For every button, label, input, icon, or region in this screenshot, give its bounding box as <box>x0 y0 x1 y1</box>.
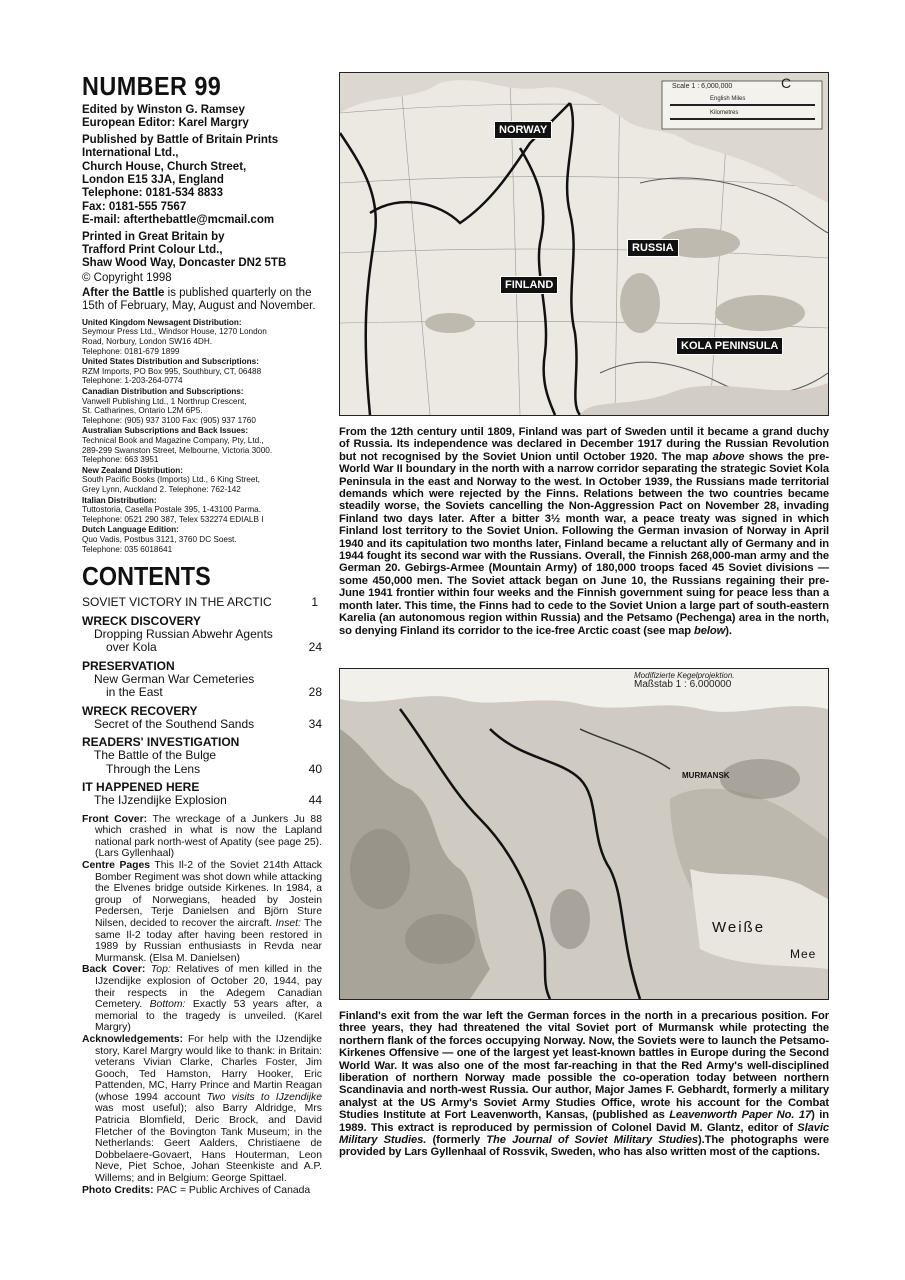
masthead-line: Printed in Great Britain by <box>82 230 225 243</box>
cover-credits <box>82 814 322 1197</box>
distribution-heading: Canadian Distribution and Subscriptions: <box>82 387 244 397</box>
distribution-heading: United States Distribution and Subscriptions: <box>82 357 259 367</box>
schedule-text: is published quarterly on the 15th of February, May, August and November. <box>82 286 316 312</box>
map-grid-letter: C <box>781 75 792 91</box>
masthead-line: Fax: 0181-555 7567 <box>82 200 187 213</box>
toc-page-number: 24 <box>308 640 322 655</box>
masthead-line: E-mail: afterthebattle@mcmail.com <box>82 214 275 227</box>
photo-credits: Photo Credits: PAC = Public Archives of Canada <box>82 1184 311 1196</box>
toc-entry[interactable] <box>82 641 322 655</box>
map2-caption: Finland's exit from the war left the German forces in the north in a precarious position. For three years, they had threatened the vital Soviet port of Murmansk while protecting the northern flank of the forces occupying Norway. Now, the Soviets were to launch the Petsamo-Kirkenes Offensive — one of the largest yet least-known battles in Europe during the Second World War. It was also one of the most far-reaching in that the Red Army's well-disciplined liberation of northern Norway made possible the co-operation today between northern Scandinavia and north-west Russia. Our author, Major James F. Gebhardt, formerly a military analyst at the US Army's Soviet Army Studies Office, wrote his account for the Combat Studies Institute at Fort Leavenworth, Kansas, (published as Leavenworth Paper No. 17) in 1989. This extract is reproduced by permission of Colonel David M. Glantz, editor of Slavic Military Studies. (formerly The Journal of Soviet Military Studies).The photographs were provided by Lars Gyllenhaal of Rossvik, Sweden, who has also written most of the captions. <box>339 1010 830 1159</box>
map1-caption: From the 12th century until 1809, Finland was part of Sweden until it became a grand duchy of Russia. Its independence was declared in December 1917 during the Russian Revolution but not recognised by the Soviet Union until October 1920. The map above shows the pre-World War II boundary in the north with a narrow corridor separating the strategic Soviet Kola Peninsula in the east and Norway to the west. In October 1939, the Russians made territorial demands which were rejected by the Finns. Relations between the two countries became steadily worse, the Soviets cancelling the Non-Aggression Pact on November 28, invading Finland two days later. After a bitter 3½ month war, a peace treaty was signed in which Finland lost territory to the Soviet Union. Following the German invasion of Norway in April 1940 and its capitulation two months later, Finland became a reluctant ally of Germany and in 1944 fought its second war with the Russians. Overall, the Finnish 268,000-man army and the German 20. Gebirgs-Armee (Mountain Army) of 180,000 troops faced 45 Soviet divisions — some 450,000 men. The Soviet attack began on June 10, the Russians regaining their pre-June 1941 frontier within four weeks and the Finnish government suing for peace less than a month later. This time, the Finns had to cede to the Soviet Union a large part of south-eastern Karelia (an autonomous region within Russia) and the Petsamo (Pechenga) area in the north, so denying Finland its corridor to the ice-free Arctic coast (see map below). <box>339 426 829 637</box>
distribution-line: Telephone: 0181-679 1899 <box>82 346 180 356</box>
map-projection-note: Modifizierte Kegelprojektion. <box>634 671 735 680</box>
toc-entry-line[interactable]: New German War Cemeteries <box>94 671 255 686</box>
toc-section-heading: READERS' INVESTIGATION <box>82 735 240 750</box>
contents-title: CONTENTS <box>82 561 211 592</box>
pre-war-boundary-map <box>339 72 829 416</box>
distribution-line: Vanwell Publishing Ltd., 1 Northrup Crescent, <box>82 396 247 406</box>
toc-entry-line[interactable]: Dropping Russian Abwehr Agents <box>94 626 273 641</box>
publication-schedule <box>82 287 322 313</box>
toc-entry[interactable] <box>82 718 322 732</box>
toc-page-number: 28 <box>308 685 322 700</box>
masthead-line: Trafford Print Colour Ltd., <box>82 244 223 257</box>
magazine-name: After the Battle <box>82 286 165 299</box>
toc-entry[interactable] <box>82 596 322 610</box>
front-cover-credit: Front Cover: The wreckage of a Junkers Ju 88 which crashed in what is now the Lapland national park north-west of Apatity (see page 25). (Lars Gyllenhaal) <box>82 813 322 860</box>
distribution-line: Seymour Press Ltd., Windsor House, 1270 London <box>82 327 267 337</box>
masthead-line: Telephone: 0181-534 8833 <box>82 187 224 200</box>
toc-section-heading: PRESERVATION <box>82 658 175 673</box>
acknowledgements: Acknowledgements: For help with the IJzendijke story, Karel Margry would like to thank: in Britain: veterans Vivian Clarke, Charles Foster, Jim Gooch, Ted Hamston, Harry Hooker, Eric Pattenden, MC, Harry Prince and Martin Reagan (whose 1994 account Two visits to IJzendijke was most useful); also Barry Aldridge, Mrs Patricia Blomfield, Deric Brock, and David Fletcher of the Bovington Tank Museum; in the Netherlands: Geert Aalders, Christiaene de Dobbelaere-Govaert, Hans Houterman, Leon Neve, Piet Schoe, Johan Steenkiste and A.P. Willems; and in Belgium: George Spittael. <box>82 1033 322 1185</box>
distribution-line: Telephone: 035 6018641 <box>82 544 173 554</box>
distribution-heading: New Zealand Distribution: <box>82 465 183 475</box>
toc-entry[interactable] <box>82 686 322 700</box>
map-scale: Scale 1 : 6,000,000 <box>672 83 733 90</box>
toc-entry[interactable] <box>82 794 322 808</box>
distribution-heading: Italian Distribution: <box>82 495 157 505</box>
distribution-line: Telephone: 1-203-264-0774 <box>82 376 183 386</box>
masthead-line: Edited by Winston G. Ramsey <box>82 104 245 116</box>
toc-page-number: 44 <box>308 793 322 808</box>
masthead-line: Shaw Wood Way, Doncaster DN2 5TB <box>82 257 287 270</box>
toc-page-number: 40 <box>308 761 322 776</box>
distribution-line: RZM Imports, PO Box 995, Southbury, CT, 06488 <box>82 366 262 376</box>
map-drawing <box>340 73 828 415</box>
distribution-line: South Pacific Books (Imports) Ltd., 6 King Street, <box>82 475 260 485</box>
murmansk-label: MURMANSK <box>682 771 730 780</box>
masthead-details <box>82 104 322 271</box>
masthead-column <box>82 72 322 1196</box>
toc-section-heading: WRECK RECOVERY <box>82 703 198 718</box>
masthead-line: European Editor: Karel Margry <box>82 117 249 130</box>
distribution-heading: Australian Subscriptions and Back Issues: <box>82 426 249 436</box>
toc-entry[interactable] <box>82 763 322 777</box>
toc-entry-title: over Kola <box>106 640 157 655</box>
map-scale: Maßstab 1 : 6.000000 <box>634 679 732 690</box>
distribution-line: Telephone: 0521 290 387, Telex 532274 EDIALB I <box>82 514 264 524</box>
toc-section-heading: WRECK DISCOVERY <box>82 613 201 628</box>
back-cover-credit: Back Cover: Top: Relatives of men killed in the IJzendijke explosion of October 20, 1944, pay their respects in the Adegem Canadian Cemetery. Bottom: Exactly 53 years after, a memorial to the tragedy is unveiled. (Karel Margry) <box>82 964 322 1034</box>
map-drawing <box>340 669 828 999</box>
distribution-line: St. Catharines, Ontario L2M 6P5. <box>82 406 203 416</box>
toc-entry-line[interactable]: The Battle of the Bulge <box>94 748 217 763</box>
distribution-heading: United Kingdom Newsagent Distribution: <box>82 317 242 327</box>
distribution-heading: Dutch Language Edition: <box>82 525 179 535</box>
distribution-list <box>82 318 322 554</box>
distribution-line: Road, Norbury, London SW16 4DH. <box>82 337 213 347</box>
distribution-line: Telephone: 663 3951 <box>82 455 159 465</box>
russia-label: RUSSIA <box>627 239 679 257</box>
distribution-line: Telephone: (905) 937 3100 Fax: (905) 937 1760 <box>82 415 256 425</box>
norway-label: NORWAY <box>494 121 552 139</box>
masthead-line: International Ltd., <box>82 147 179 160</box>
toc-entry-title: Secret of the Southend Sands <box>94 716 255 731</box>
finland-label: FINLAND <box>500 276 558 294</box>
toc-entry-title: Through the Lens <box>106 761 201 776</box>
distribution-line: Quo Vadis, Postbus 3121, 3760 DC Soest. <box>82 534 237 544</box>
toc-section-title: SOVIET VICTORY IN THE ARCTIC <box>82 595 272 610</box>
centre-pages-credit: Centre Pages This Il-2 of the Soviet 214th Attack Bomber Regiment was shot down while attacking the Elvenes bridge outside Kirkenes. In 1984, a group of Norwegians, headed by Jostein Pedersen, Terje Danielsen and Björn Sture Nilsen, decided to recover the aircraft. Inset: The same Il-2 today after having been restored in 1989 by Russian enthusiasts in Revda near Murmansk. (Elsa M. Danielsen) <box>82 860 323 964</box>
distribution-line: Grey Lynn, Auckland 2. Telephone: 762-142 <box>82 484 241 494</box>
post-war-relief-map <box>339 668 829 1000</box>
distribution-line: Technical Book and Magazine Company, Pty, Ltd., <box>82 436 264 445</box>
issue-number: NUMBER 99 <box>82 71 222 101</box>
map-scale-km: Kilometres <box>710 110 739 116</box>
copyright: © Copyright 1998 <box>82 271 172 284</box>
sea-label: Mee <box>790 947 817 961</box>
masthead-line: Published by Battle of Britain Prints <box>82 133 279 146</box>
toc-page-number: 1 <box>311 595 318 610</box>
map-scale-miles: English Miles <box>710 96 746 102</box>
masthead-line: London E15 3JA, England <box>82 174 224 187</box>
toc-entry-title: in the East <box>106 685 163 700</box>
kola-peninsula-label: KOLA PENINSULA <box>676 337 783 355</box>
white-sea-label: Weiße <box>712 919 766 936</box>
masthead-line: Church House, Church Street, <box>82 160 247 173</box>
toc-section-heading: IT HAPPENED HERE <box>82 780 200 795</box>
table-of-contents <box>82 596 322 808</box>
distribution-line: Tuttostoria, Casella Postale 395, 1-43100 Parma. <box>82 505 262 515</box>
toc-entry-title: The IJzendijke Explosion <box>94 793 227 808</box>
toc-page-number: 34 <box>308 716 322 731</box>
distribution-line: 289-299 Swanston Street, Melbourne, Victoria 3000. <box>82 445 273 455</box>
